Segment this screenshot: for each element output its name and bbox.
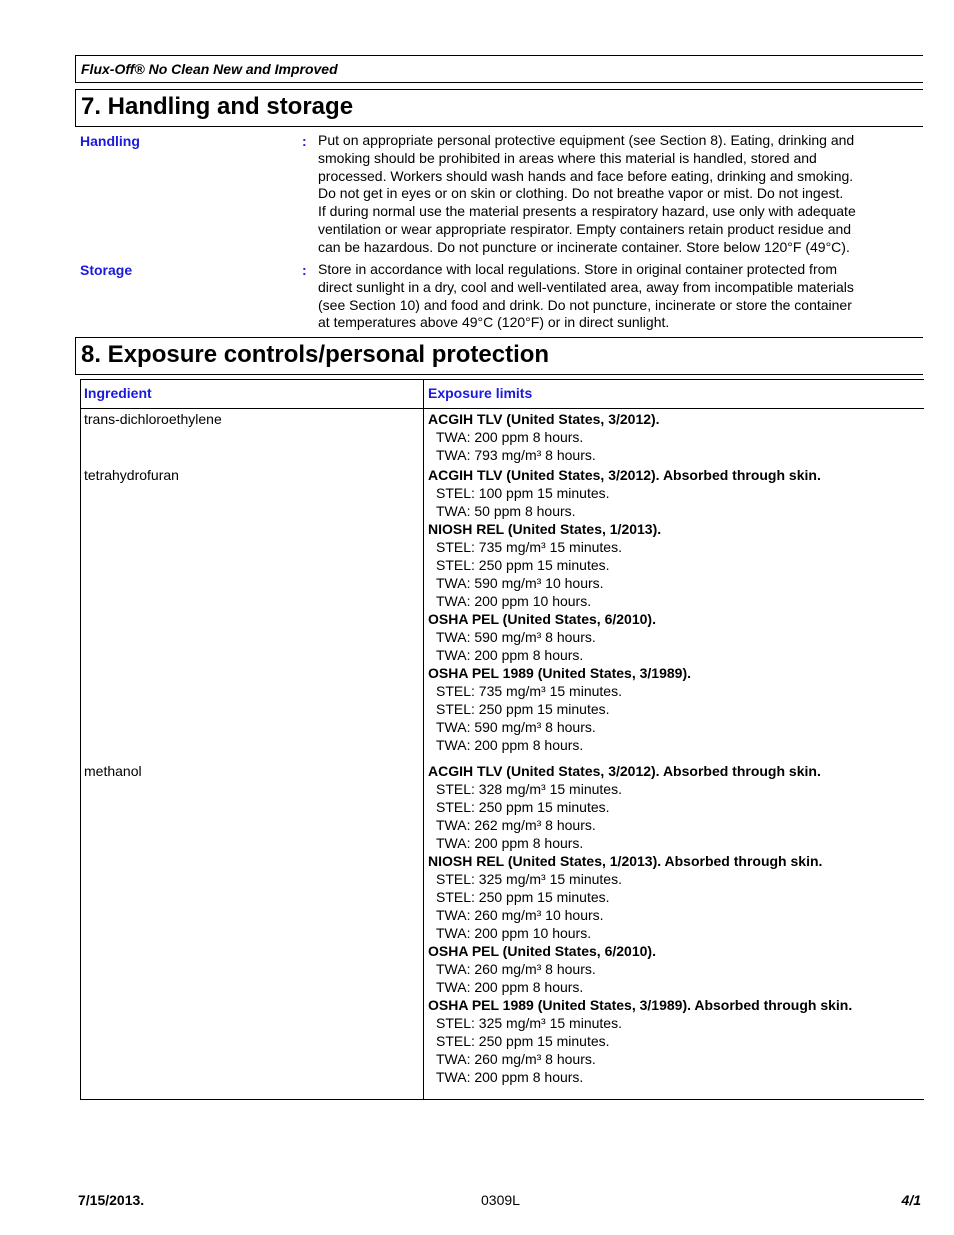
- table-top-border: [80, 379, 924, 380]
- handling-colon: :: [302, 133, 307, 149]
- limit-value: STEL: 250 ppm 15 minutes.: [436, 1033, 610, 1049]
- text-line: Do not get in eyes or on skin or clothing. Do not breathe vapor or mist. Do not ingest.: [318, 185, 844, 202]
- limit-value: TWA: 200 ppm 8 hours.: [436, 979, 584, 995]
- table-left-border: [80, 379, 81, 1100]
- limit-value: TWA: 590 mg/m³ 10 hours.: [436, 575, 604, 591]
- limit-value: TWA: 200 ppm 8 hours.: [436, 835, 584, 851]
- footer-page-number: 4/1: [901, 1192, 921, 1208]
- ingredient-column-header: Ingredient: [84, 385, 152, 401]
- limit-block: [428, 466, 821, 754]
- limit-value: TWA: 200 ppm 10 hours.: [436, 593, 592, 609]
- handling-label: Handling: [80, 133, 140, 149]
- section-7-title: 7. Handling and storage: [81, 93, 354, 120]
- standard-name: ACGIH TLV (United States, 3/2012). Absorbed through skin.: [428, 763, 821, 779]
- limit-value: STEL: 250 ppm 15 minutes.: [436, 799, 610, 815]
- section-8-heading: [75, 337, 923, 375]
- limit-value: STEL: 325 mg/m³ 15 minutes.: [436, 1015, 622, 1031]
- text-line: Store in accordance with local regulations. Store in original container protected from: [318, 261, 838, 277]
- ingredient-name: methanol: [84, 763, 142, 779]
- limit-value: TWA: 590 mg/m³ 8 hours.: [436, 629, 596, 645]
- limit-block: [428, 410, 660, 464]
- footer-date: 7/15/2013.: [78, 1192, 145, 1208]
- ingredient-name: tetrahydrofuran: [84, 467, 179, 483]
- limit-value: TWA: 200 ppm 8 hours.: [436, 429, 584, 445]
- exposure-limits-column-header: Exposure limits: [428, 385, 533, 401]
- limit-value: TWA: 590 mg/m³ 8 hours.: [436, 719, 596, 735]
- limit-value: STEL: 250 ppm 15 minutes.: [436, 557, 610, 573]
- standard-name: NIOSH REL (United States, 1/2013). Absorbed through skin.: [428, 853, 823, 869]
- standard-name: ACGIH TLV (United States, 3/2012).: [428, 411, 660, 427]
- standard-name: OSHA PEL 1989 (United States, 3/1989).: [428, 665, 691, 681]
- limit-value: TWA: 262 mg/m³ 8 hours.: [436, 817, 596, 833]
- text-line: direct sunlight in a dry, cool and well-ventilated area, away from incompatible materials: [318, 278, 854, 295]
- column-divider: [423, 379, 424, 1100]
- limit-value: TWA: 793 mg/m³ 8 hours.: [436, 447, 596, 463]
- header-divider: [80, 408, 924, 409]
- limit-value: TWA: 50 ppm 8 hours.: [436, 503, 576, 519]
- handling-text: [318, 132, 920, 257]
- limit-value: STEL: 325 mg/m³ 15 minutes.: [436, 871, 622, 887]
- limit-value: TWA: 200 ppm 8 hours.: [436, 1069, 584, 1085]
- ingredient-name: trans-dichloroethylene: [84, 411, 222, 427]
- footer-code: 0309L: [481, 1192, 520, 1208]
- limit-value: STEL: 250 ppm 15 minutes.: [436, 701, 610, 717]
- limit-value: TWA: 260 mg/m³ 8 hours.: [436, 1051, 596, 1067]
- limit-value: STEL: 735 mg/m³ 15 minutes.: [436, 683, 622, 699]
- standard-name: NIOSH REL (United States, 1/2013).: [428, 521, 662, 537]
- limit-value: TWA: 260 mg/m³ 10 hours.: [436, 907, 604, 923]
- text-line: smoking should be prohibited in areas where this material is handled, stored and: [318, 149, 817, 166]
- standard-name: OSHA PEL (United States, 6/2010).: [428, 943, 656, 959]
- text-line: ventilation or wear appropriate respirator. Empty containers retain product residue and: [318, 220, 852, 237]
- text-line: Put on appropriate personal protective equipment (see Section 8). Eating, drinking and: [318, 132, 855, 148]
- standard-name: OSHA PEL (United States, 6/2010).: [428, 611, 656, 627]
- document-header: [75, 55, 923, 83]
- standard-name: ACGIH TLV (United States, 3/2012). Absorbed through skin.: [428, 467, 821, 483]
- text-line: can be hazardous. Do not puncture or incinerate container. Store below 120°F (49°C).: [318, 238, 850, 255]
- limit-value: TWA: 200 ppm 8 hours.: [436, 737, 584, 753]
- text-line: (see Section 10) and food and drink. Do not puncture, incinerate or store the container: [318, 296, 852, 313]
- limit-value: TWA: 260 mg/m³ 8 hours.: [436, 961, 596, 977]
- storage-colon: :: [302, 262, 307, 278]
- storage-label: Storage: [80, 262, 133, 278]
- limit-value: TWA: 200 ppm 8 hours.: [436, 647, 584, 663]
- table-bottom-border: [80, 1099, 924, 1100]
- limit-value: STEL: 250 ppm 15 minutes.: [436, 889, 610, 905]
- limit-value: STEL: 735 mg/m³ 15 minutes.: [436, 539, 622, 555]
- limit-value: TWA: 200 ppm 10 hours.: [436, 925, 592, 941]
- section-8-title: 8. Exposure controls/personal protection: [81, 341, 550, 368]
- text-line: processed. Workers should wash hands and face before eating, drinking and smoking.: [318, 167, 854, 184]
- product-name: Flux-Off® No Clean New and Improved: [81, 61, 338, 77]
- limit-value: STEL: 100 ppm 15 minutes.: [436, 485, 610, 501]
- limit-value: STEL: 328 mg/m³ 15 minutes.: [436, 781, 622, 797]
- text-line: at temperatures above 49°C (120°F) or in direct sunlight.: [318, 314, 670, 331]
- storage-text: [318, 261, 920, 332]
- standard-name: OSHA PEL 1989 (United States, 3/1989). Absorbed through skin.: [428, 997, 853, 1013]
- exposure-limits-table: [80, 379, 924, 1100]
- section-7-heading: [75, 89, 923, 127]
- limit-block: [428, 762, 852, 1086]
- text-line: If during normal use the material presents a respiratory hazard, use only with adequate: [318, 203, 856, 220]
